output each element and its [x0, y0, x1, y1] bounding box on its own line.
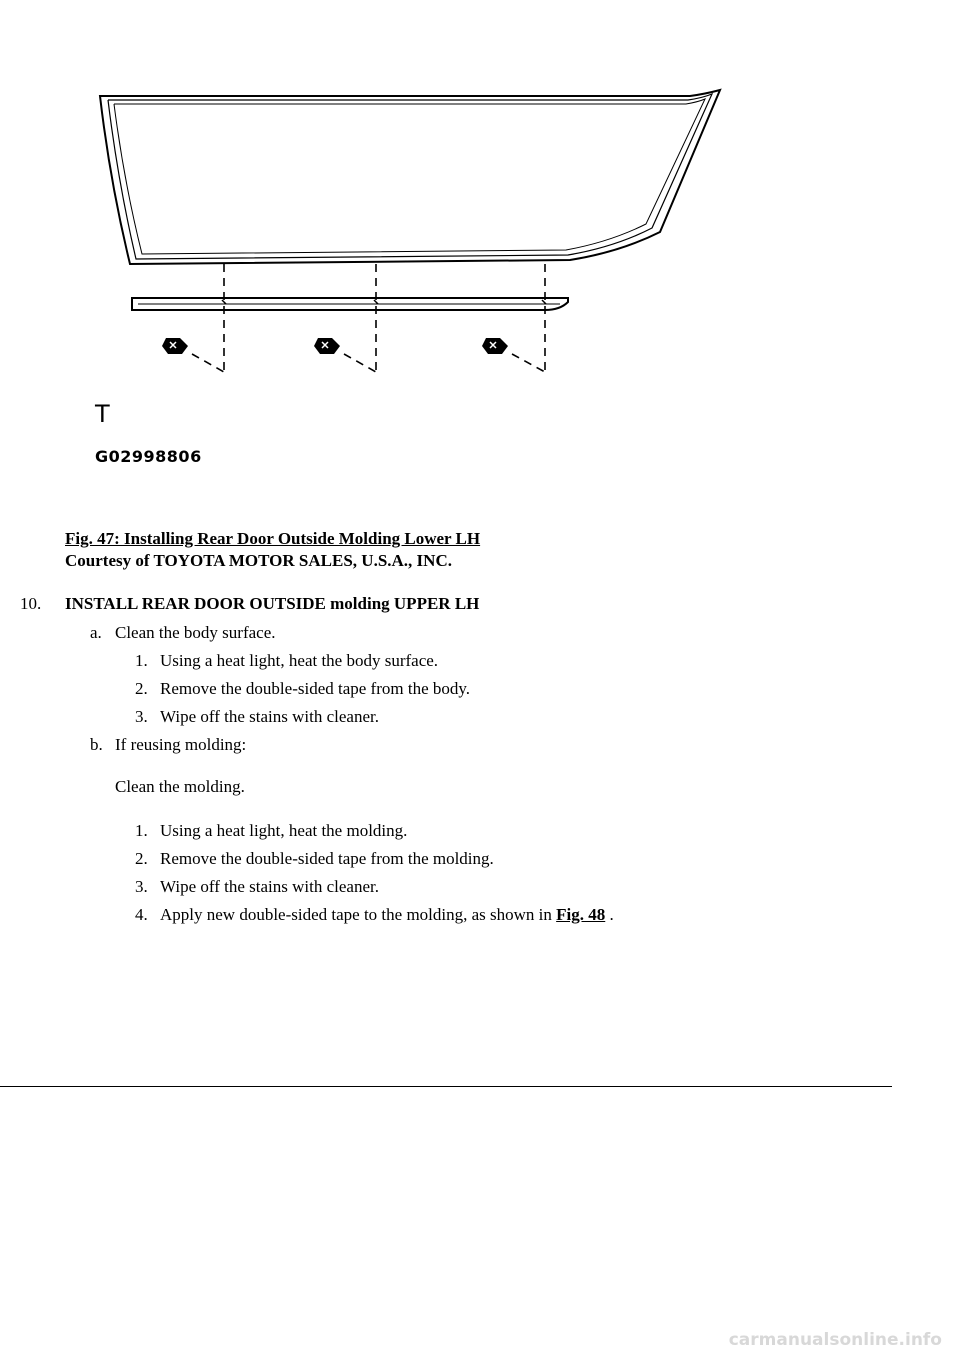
- list-item: 2. Remove the double-sided tape from the body.: [135, 679, 471, 698]
- list-item: 3. Wipe off the stains with cleaner.: [135, 877, 379, 896]
- caption-courtesy: Courtesy of TOYOTA MOTOR SALES, U.S.A., INC.: [65, 551, 452, 570]
- fig-48-link[interactable]: Fig. 48: [556, 905, 606, 924]
- footer-divider: [0, 1086, 892, 1087]
- substep-a: [90, 622, 276, 644]
- watermark: carmanualsonline.info: [728, 1330, 942, 1350]
- door-molding-illustration: [90, 82, 740, 472]
- figure-caption: [65, 528, 480, 572]
- list-item: 1. Using a heat light, heat the molding.: [135, 821, 408, 840]
- step-heading: [20, 593, 479, 615]
- list-item: 1. Using a heat light, heat the body surface.: [135, 651, 439, 670]
- substep-note: Clean the molding.: [115, 777, 245, 796]
- clip-icon: [482, 338, 508, 354]
- list-item: 4. Apply new double-sided tape to the molding, as shown in Fig. 48 .: [135, 905, 614, 924]
- figure-code: G02998806: [95, 447, 202, 466]
- figure-view-label: T: [95, 400, 110, 428]
- caption-title: Fig. 47: Installing Rear Door Outside Molding Lower LH: [65, 529, 481, 548]
- substep-marker: a.: [90, 623, 102, 642]
- step-title: INSTALL REAR DOOR OUTSIDE molding UPPER LH: [65, 594, 480, 613]
- substep-text: If reusing molding:: [115, 735, 247, 754]
- substep-marker: b.: [90, 735, 103, 754]
- substep-b: [90, 734, 246, 756]
- list-item: 2. Remove the double-sided tape from the molding.: [135, 849, 494, 868]
- molding-installation-diagram: [90, 82, 740, 472]
- list-item: 3. Wipe off the stains with cleaner.: [135, 707, 379, 726]
- clip-icon: [162, 338, 188, 354]
- clip-icon: [314, 338, 340, 354]
- substep-text: Clean the body surface.: [115, 623, 276, 642]
- step-number: 10.: [20, 594, 42, 613]
